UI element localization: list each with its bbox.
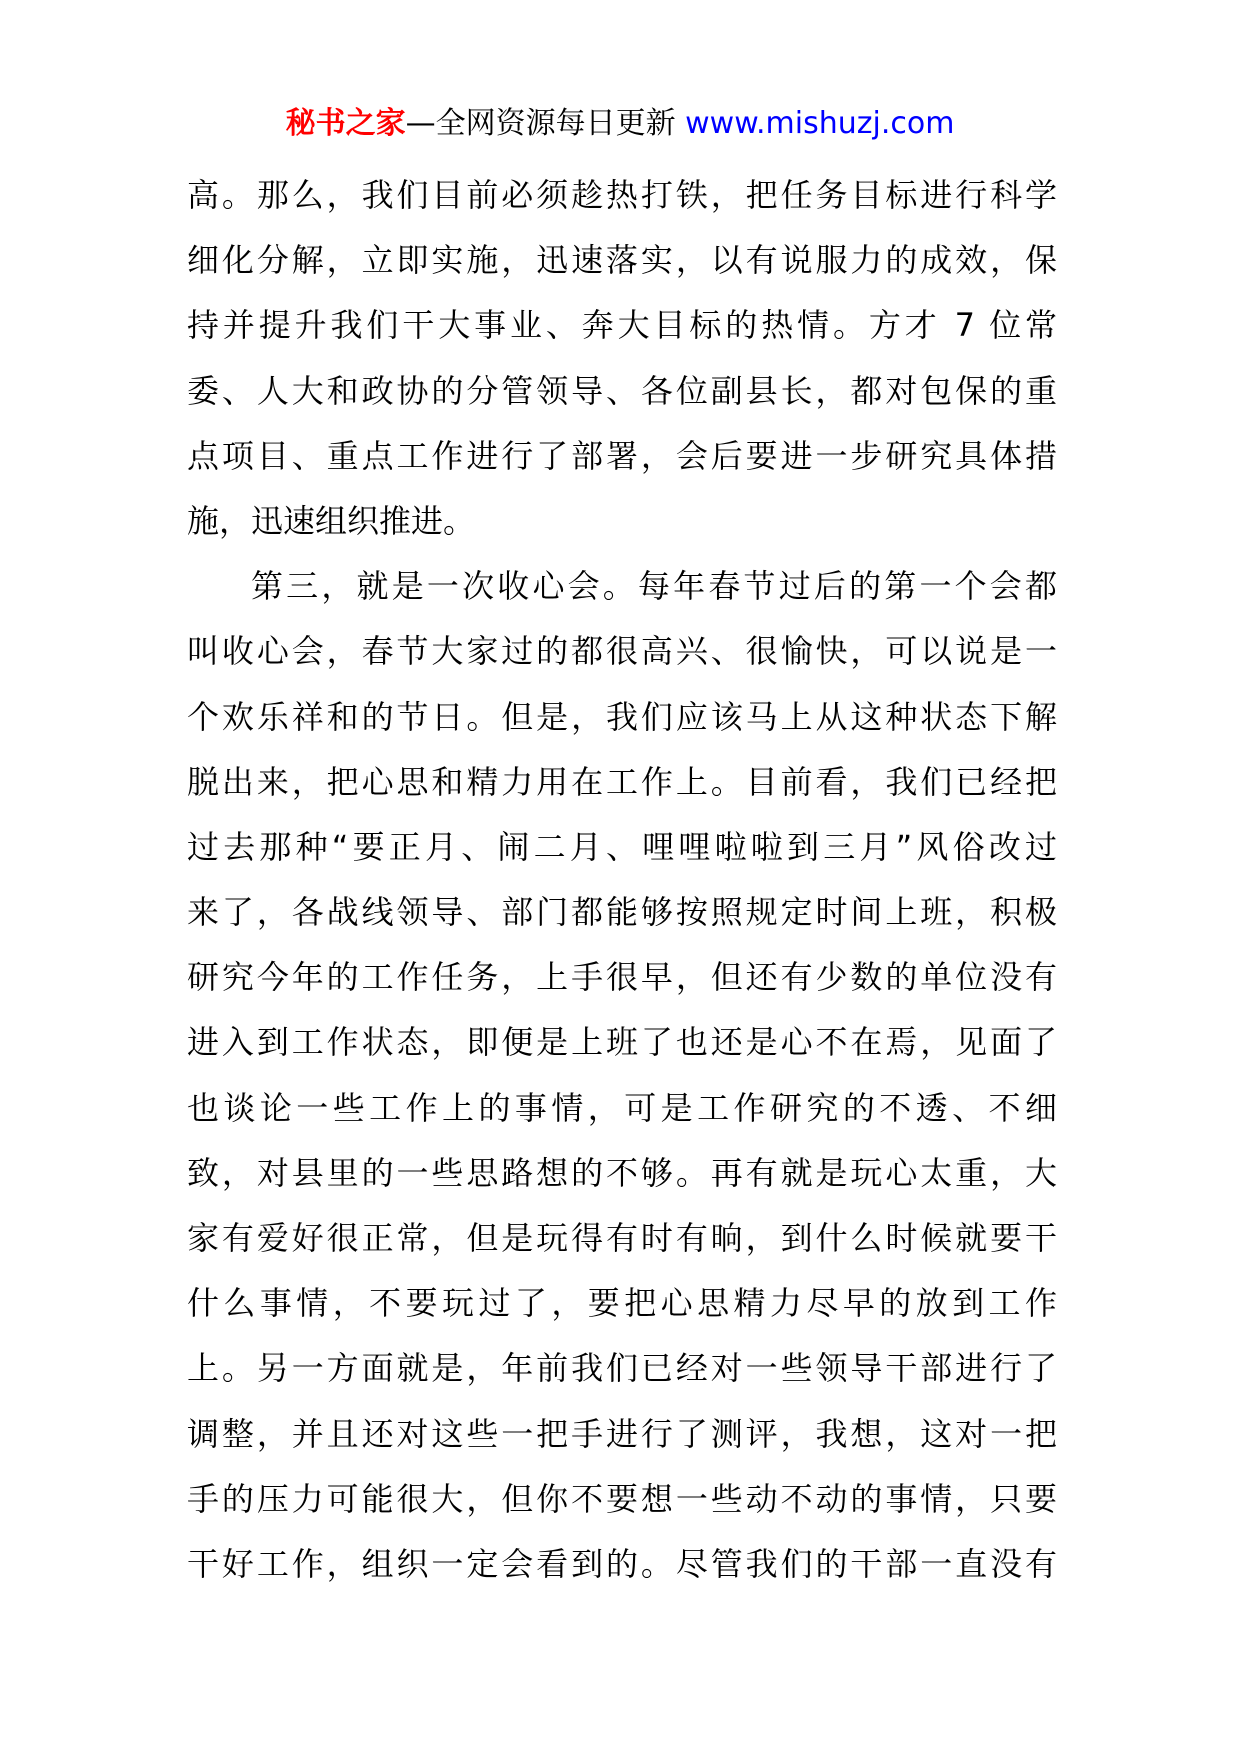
text-line: 干好工作，组织一定会看到的。尽管我们的干部一直没有	[187, 1544, 1057, 1583]
text-line: 细化分解，立即实施，迅速落实，以有说服力的成效，保	[187, 241, 1057, 280]
text-line: 脱出来，把心思和精力用在工作上。目前看，我们已经把	[187, 762, 1057, 801]
text-line: 叫收心会，春节大家过的都很高兴、很愉快，可以说是一	[187, 632, 1057, 671]
text-line: 上。另一方面就是，年前我们已经对一些领导干部进行了	[187, 1349, 1057, 1388]
page-header	[0, 100, 1240, 148]
text-line: 致，对县里的一些思路想的不够。再有就是玩心太重，大	[187, 1153, 1057, 1192]
text-line: 手的压力可能很大，但你不要想一些动不动的事情，只要	[187, 1479, 1057, 1518]
text-line: 进入到工作状态，即便是上班了也还是心不在焉，见面了	[187, 1023, 1057, 1062]
text-line: 施，迅速组织推进。	[187, 501, 476, 540]
text-line: 家有爱好很正常，但是玩得有时有晌，到什么时候就要干	[187, 1219, 1057, 1257]
brand-name: 秘书之家	[285, 106, 406, 141]
text-line: 持并提升我们干大事业、奔大目标的热情。方才 7 位常	[187, 306, 1057, 345]
text-line: 点项目、重点工作进行了部署，会后要进一步研究具体措	[187, 436, 1057, 475]
text-line: 委、人大和政协的分管领导、各位副县长，都对包保的重	[187, 371, 1057, 410]
header-tagline: —全网资源每日更新	[405, 106, 676, 141]
text-line: 高。那么，我们目前必须趁热打铁，把任务目标进行科学	[187, 176, 1057, 214]
text-line: 研究今年的工作任务，上手很早，但还有少数的单位没有	[187, 958, 1057, 997]
text-line: 过去那种“要正月、闹二月、哩哩啦啦到三月”风俗改过	[187, 827, 1057, 866]
text-line: 来了，各战线领导、部门都能够按照规定时间上班，积极	[187, 893, 1057, 932]
site-url-link[interactable]: www.mishuzj.com	[685, 106, 955, 141]
text-line: 个欢乐祥和的节日。但是，我们应该马上从这种状态下解	[187, 697, 1057, 736]
text-line: 什么事情，不要玩过了，要把心思精力尽早的放到工作	[187, 1284, 1057, 1323]
text-line: 调整，并且还对这些一把手进行了测评，我想，这对一把	[187, 1414, 1057, 1453]
document-body	[187, 163, 1057, 1597]
text-line: 也谈论一些工作上的事情，可是工作研究的不透、不细	[187, 1088, 1057, 1127]
paragraph-start-line: 第三，就是一次收心会。每年春节过后的第一个会都	[251, 567, 1057, 606]
